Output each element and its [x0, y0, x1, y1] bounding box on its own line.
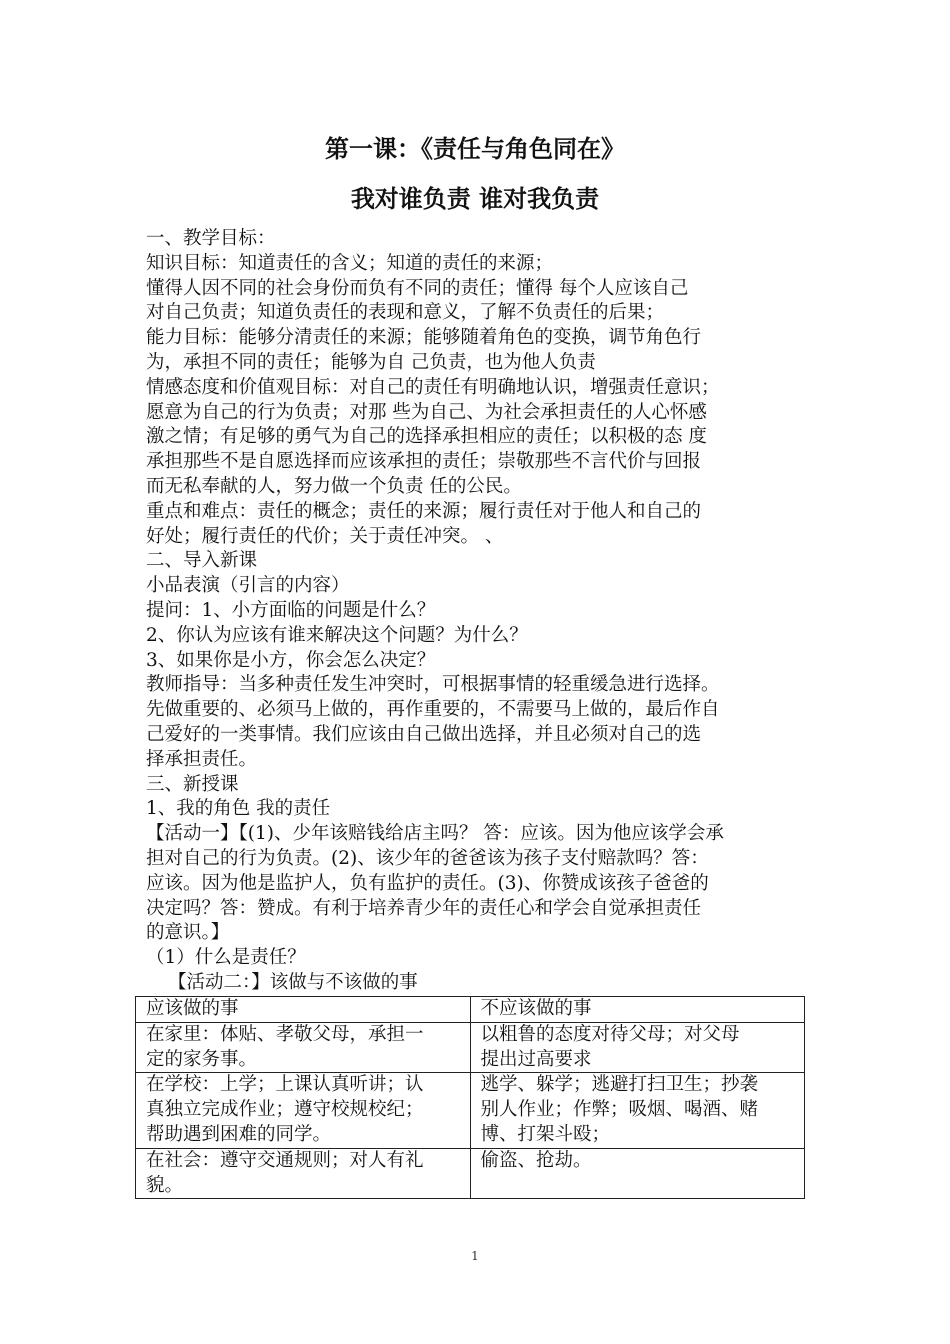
table-row: [136, 1073, 805, 1148]
table-cell: 在社会：遵守交通规则；对人有礼 貌。: [136, 1148, 471, 1199]
text-line: 对自己负责；知道负责任的表现和意义，了解不负责任的后果；: [146, 302, 665, 324]
text-line: 【活动一】【(1)、少年该赔钱给店主吗？ 答：应该。因为他应该学会承: [146, 823, 724, 845]
text-line: 的意识。】: [146, 922, 230, 944]
text-line: 担对自己的行为负责。(2)、该少年的爸爸该为孩子支付赔款吗？答：: [146, 847, 709, 869]
lesson-subtitle: 我对谁负责 谁对我负责: [350, 184, 600, 213]
text-line: 知识目标：知道责任的含义；知道的责任的来源；: [146, 252, 554, 274]
text-line: 2、你认为应该有谁来解决这个问题？为什么？: [146, 624, 528, 646]
table-cell: 在学校：上学；上课认真听讲；认 真独立完成作业；遵守校规校纪； 帮助遇到困难的同学。: [136, 1073, 471, 1148]
table-header-cell: 应该做的事: [136, 997, 471, 1023]
text-line: 而无私奉献的人，努力做一个负责 任的公民。: [146, 475, 522, 497]
text-line: 决定吗？答：赞成。有利于培养青少年的责任心和学会自觉承担责任: [146, 897, 702, 919]
text-line: 择承担责任。: [146, 748, 258, 770]
text-line: 一、教学目标：: [146, 228, 276, 249]
text-line: 提问：1、小方面临的问题是什么？: [146, 599, 436, 621]
text-line: 1、我的角色 我的责任: [146, 798, 331, 820]
text-line: 承担那些不是自愿选择而应该承担的责任；崇敬那些不言代价与回报: [146, 451, 702, 473]
table-cell: 偷盗、抢劫。: [470, 1148, 805, 1199]
table-cell: 在家里：体贴、孝敬父母，承担一 定的家务事。: [136, 1022, 471, 1073]
text-line: （1）什么是责任？: [146, 947, 306, 969]
lesson-title: 第一课：《责任与角色同在》: [325, 134, 625, 163]
text-line: 能力目标：能够分清责任的来源；能够随着角色的变换，调节角色行: [146, 327, 702, 349]
table-header-row: [136, 997, 805, 1023]
text-line: 应该。因为他是监护人，负有监护的责任。(3)、你赞成该孩子爸爸的: [146, 872, 709, 894]
text-line: 激之情；有足够的勇气为自己的选择承担相应的责任；以积极的态 度: [146, 426, 707, 448]
text-line: 为，承担不同的责任；能够为自 己负责，也为他人负责: [146, 351, 596, 373]
table-cell: 以粗鲁的态度对待父母；对父母 提出过高要求: [470, 1022, 805, 1073]
text-line: 懂得人因不同的社会身份而负有不同的责任；懂得 每个人应该自己: [146, 277, 689, 299]
lesson-body: [146, 227, 818, 996]
text-line: 二、导入新课: [146, 550, 258, 572]
text-line: 愿意为自己的行为负责；对那 些为自己、为社会承担责任的人心怀感: [146, 401, 707, 423]
text-line: 先做重要的、必须马上做的，再作重要的，不需要马上做的，最后作自: [146, 699, 720, 721]
duties-table: [135, 996, 805, 1199]
table-row: [136, 1148, 805, 1199]
text-line: 教师指导：当多种责任发生冲突时，可根据事情的轻重缓急进行选择。: [146, 674, 720, 696]
text-line: 【活动二：】该做与不该做的事: [168, 971, 418, 993]
text-line: 好处；履行责任的代价；关于责任冲突。 、: [146, 525, 504, 547]
text-line: 重点和难点：责任的概念；责任的来源；履行责任对于他人和自己的: [146, 500, 702, 522]
table-row: [136, 1022, 805, 1073]
page-number: 1: [471, 1249, 479, 1263]
table-header-cell: 不应该做的事: [470, 997, 805, 1023]
table-cell: 逃学、躲学；逃避打扫卫生；抄袭 别人作业；作弊；吸烟、喝酒、赌 博、打架斗殴；: [470, 1073, 805, 1148]
text-line: 小品表演（引言的内容）: [146, 575, 350, 597]
text-line: 情感态度和价值观目标：对自己的责任有明确地认识，增强责任意识；: [146, 376, 720, 398]
text-line: 3、如果你是小方，你会怎么决定？: [146, 649, 436, 671]
text-line: 己爱好的一类事情。我们应该由自己做出选择，并且必须对自己的选: [146, 723, 702, 745]
text-line: 三、新授课: [146, 773, 239, 795]
